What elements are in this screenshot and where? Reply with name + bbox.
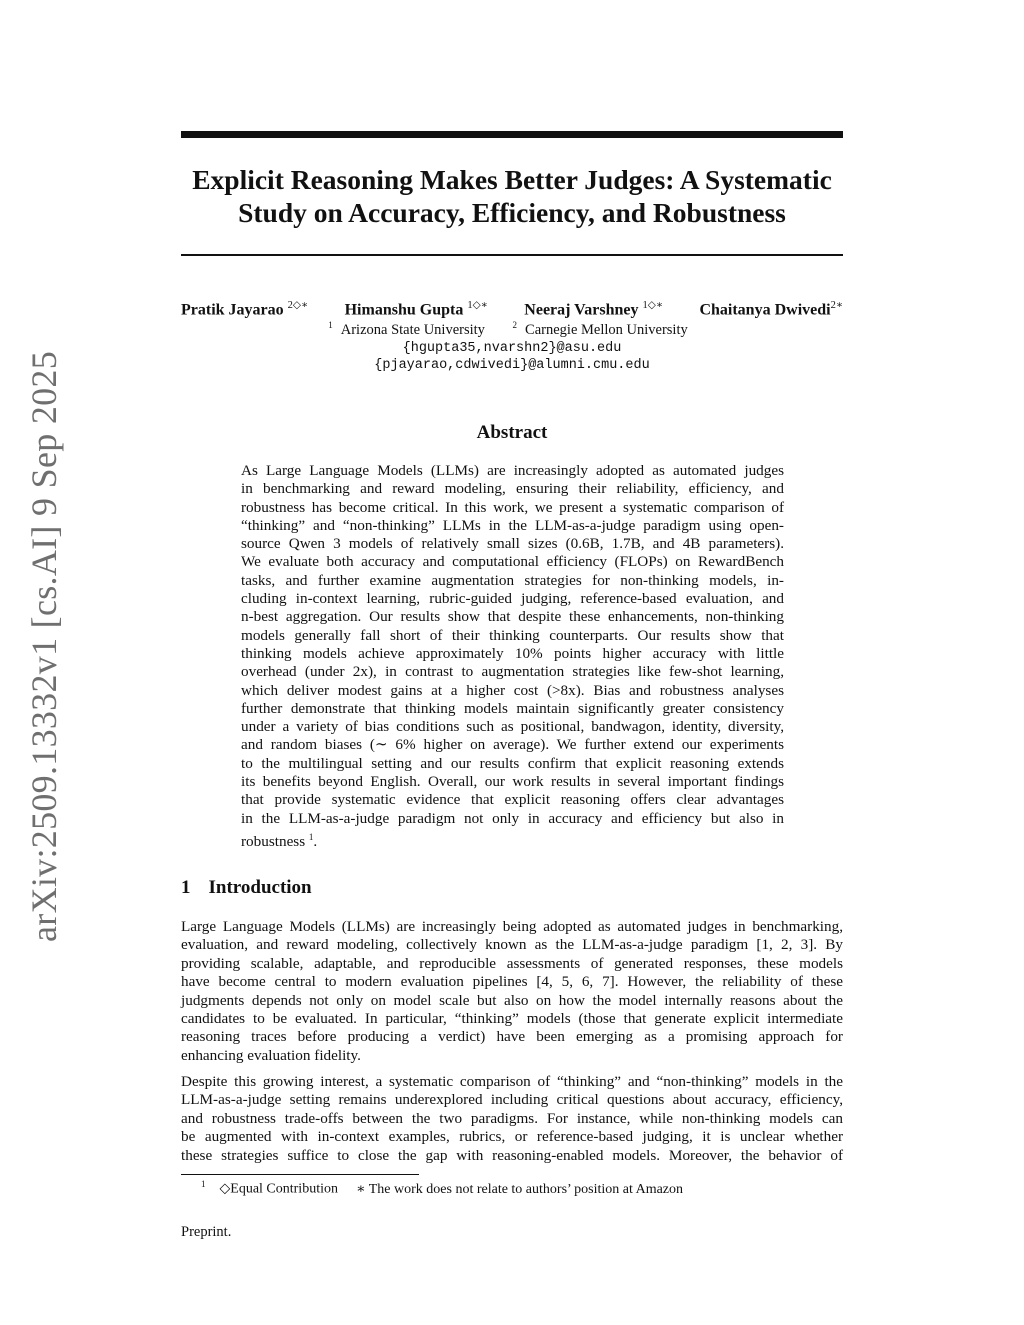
text-line: LLM-as-a-judge setting remains underexplored including critical questions about accuracy, efficiency, [181,1091,843,1109]
title-line-2: Study on Accuracy, Efficiency, and Robustness [238,197,786,228]
abstract-line: tasks, and further examine augmentation strategies for non-thinking models, in- [241,571,784,589]
text-line: these strategies suffice to close the gap with reasoning-enabled models. Moreover, the behavior of [181,1146,843,1164]
title-line-1: Explicit Reasoning Makes Better Judges: A Systematic [192,164,832,195]
text-line: and robustness trade-offs between the two paradigms. For instance, while non-thinking models can [181,1109,843,1127]
abstract-line: overhead (under 2x), in contrast to augmentation strategies like few-shot learning, [241,663,784,681]
intro-paragraph-2 [181,1073,843,1165]
text-line: providing scalable, adaptable, and reproducible assessments of generated responses, these models [181,954,843,972]
footnote-equal-contribution: ◇Equal Contribution [219,1181,338,1197]
section-heading-introduction [181,877,312,899]
abstract-line: to the multilingual setting and our results confirm that explicit reasoning extends [241,754,784,772]
text-line: Despite this growing interest, a systematic comparison of “thinking” and “non-thinking” models in the [181,1073,843,1090]
author: Himanshu Gupta $^{1◇∗}$ [344,300,488,319]
abstract-line: in benchmarking and reward modeling, ensuring their reliability, efficiency, and [241,480,784,498]
text-line: enhancing evaluation fidelity. [181,1046,361,1064]
intro-paragraph-1 [181,918,843,1065]
abstract-line: cluding in-context learning, rubric-guided judging, reference-based evaluation, and [241,590,784,608]
footnote [201,1179,683,1198]
abstract-line: that provide systematic evidence that explicit reasoning offers clear advantages [241,791,784,809]
abstract-last-line: robustness $^1$. [241,831,318,850]
text-line: Large Language Models (LLMs) are increasingly being adopted as automated judges in benchmarking, [181,918,843,935]
abstract-line: source Qwen 3 models of relatively small sizes (0.6B, 1.7B, and 4B parameters). [241,535,784,553]
abstract-line: We evaluate both accuracy and computational efficiency (FLOPs) on RewardBench [241,553,784,571]
affiliations [181,320,843,339]
text-line: have become central to modern evaluation pipelines [4, 5, 6, 7]. However, the reliability of these [181,973,843,991]
abstract-line: its benefits beyond English. Overall, our work results in several important findings [241,773,784,791]
author-list [181,299,843,319]
paper-title [160,163,864,229]
abstract-line: under a variety of bias conditions such as positional, bandwagon, identity, diversity, [241,718,784,736]
abstract-line: robustness has become critical. In this work, we present a systematic comparison of [241,498,784,516]
text-line: reasoning traces before producing a verdict) have been emerging as a promising approach for [181,1028,843,1046]
abstract-heading: Abstract [476,422,548,443]
title-bottom-rule [181,254,843,256]
footnote-amazon-note: ∗ The work does not relate to authors’ position at Amazon [355,1181,684,1197]
abstract-line: further demonstrate that thinking models maintain significantly greater consistency [241,699,784,717]
text-line: evaluation, and reward modeling, collectively known as the LLM-as-a-judge paradigm [1, 2, 3]. By [181,936,843,954]
preprint-label: Preprint. [181,1224,232,1240]
abstract-line: models generally fall short of their thinking counterparts. Our results show that [241,626,784,644]
text-line: candidates to be evaluated. In particular, “thinking” models (those that generate explicit intermediate [181,1010,843,1028]
footnote-ref[interactable]: 1 [308,831,314,842]
abstract-line: “thinking” and “non-thinking” LLMs in the LLM-as-a-judge paradigm using open- [241,516,784,534]
email-line[interactable]: {hgupta35,nvarshn2}@asu.edu [402,341,622,356]
affiliation: $^2$ Carnegie Mellon University [512,320,688,338]
footnote-mark: 1 [201,1179,206,1189]
affiliation: $^1$ Arizona State University [328,320,485,338]
author: Chaitanya Dwivedi$^{2∗}$ [699,300,843,319]
arxiv-stamp: arXiv:2509.13332v1 [cs.AI] 9 Sep 2025 [24,350,64,942]
section-number: 1 [181,877,191,898]
text-line: be augmented with in-context examples, rubrics, or reference-based judging, it is unclear whether [181,1128,843,1146]
text-line: judgments depends not only on model scale but also on how the model internally reasons about the [181,991,843,1009]
abstract-line: and random biases (∼ 6% higher on average). We further extend our experiments [241,736,784,754]
abstract-line: which deliver modest gains at a higher cost (>8x). Bias and robustness analyses [241,681,784,699]
author: Pratik Jayarao $^{2◇∗}$ [181,300,309,319]
abstract-body [241,462,784,851]
email-line[interactable]: {pjayarao,cdwivedi}@alumni.cmu.edu [374,358,650,373]
section-title: Introduction [208,877,312,898]
abstract-line: As Large Language Models (LLMs) are increasingly adopted as automated judges [241,462,784,479]
abstract-line: in the LLM-as-a-judge paradigm not only in accuracy and efficiency but also in [241,809,784,827]
author: Neeraj Varshney $^{1◇∗}$ [524,300,663,319]
abstract-line: thinking models achieve approximately 10% points higher accuracy with little [241,644,784,662]
abstract-line: n-best aggregation. Our results show that despite these enhancements, non-thinking [241,608,784,626]
title-top-rule [181,131,843,138]
footnote-rule [181,1174,419,1175]
